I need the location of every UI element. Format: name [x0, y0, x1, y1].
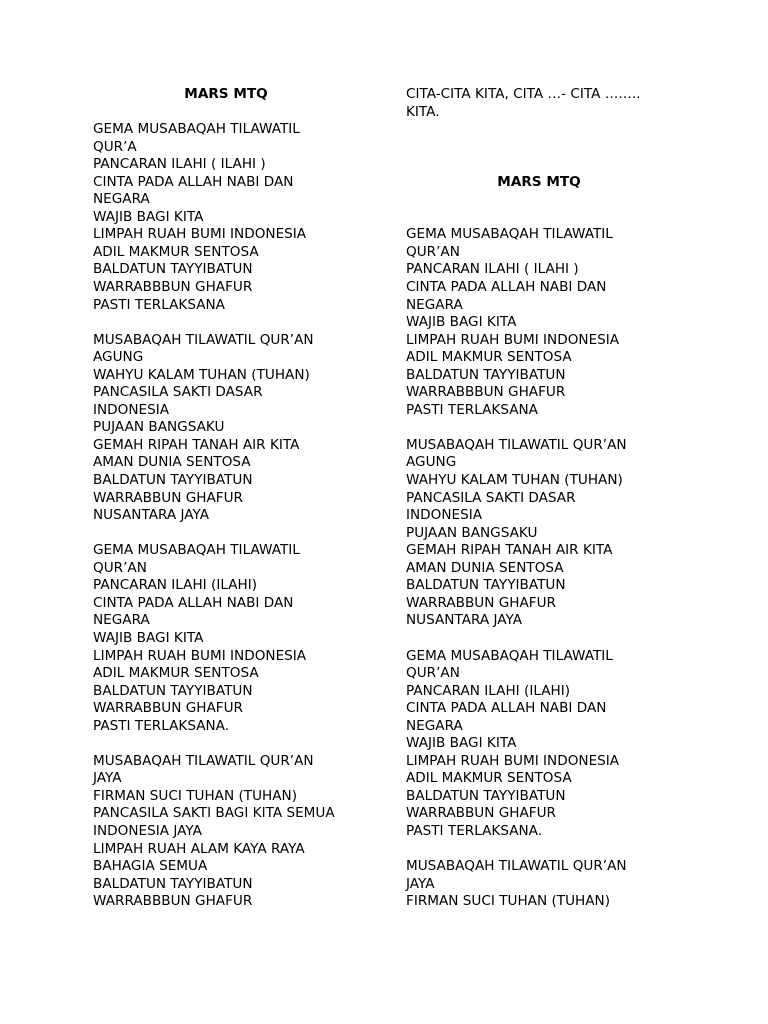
blank-line [406, 841, 682, 859]
lyric-line: GEMA MUSABAQAH TILAWATIL [93, 542, 300, 559]
lyric-line: BALDATUN TAYYIBATUN [406, 366, 566, 383]
lyric-line: FIRMAN SUCI TUHAN (TUHAN) [93, 787, 298, 804]
lyric-line: WAJIB BAGI KITA [406, 314, 517, 331]
right-column [406, 86, 682, 911]
lyric-line: INDONESIA JAYA [93, 822, 202, 839]
blank-line [406, 630, 682, 648]
lyric-line: NEGARA [406, 717, 463, 734]
blank-line [406, 121, 682, 139]
lyric-line: QUR’AN [93, 559, 147, 576]
lyric-line: BALDATUN TAYYIBATUN [406, 577, 566, 594]
lyric-line: CINTA PADA ALLAH NABI DAN [406, 700, 607, 717]
lyric-line: QUR’A [93, 138, 137, 155]
lyric-line: PASTI TERLAKSANA [93, 296, 225, 313]
lyric-line: BALDATUN TAYYIBATUN [93, 472, 253, 489]
lyric-line: GEMA MUSABAQAH TILAWATIL [93, 121, 300, 138]
lyric-line: NEGARA [93, 612, 150, 629]
lyric-line: PANCASILA SAKTI BAGI KITA SEMUA [93, 805, 335, 822]
lyric-line: PANCASILA SAKTI DASAR [406, 489, 576, 506]
blank-line [406, 209, 682, 227]
blank-line [406, 191, 682, 209]
lyric-line: QUR’AN [406, 665, 460, 682]
blank-line [406, 156, 682, 174]
lyric-line: LIMPAH RUAH BUMI INDONESIA [93, 647, 307, 664]
lyric-line: NEGARA [93, 191, 150, 208]
lyric-line: CINTA PADA ALLAH NABI DAN [93, 594, 294, 611]
lyric-line: LIMPAH RUAH BUMI INDONESIA [406, 331, 620, 348]
lyric-line: WARRABBUN GHAFUR [93, 489, 243, 506]
lyric-line: WARRABBUN GHAFUR [406, 594, 556, 611]
lyric-line: JAYA [406, 875, 435, 892]
lyric-line: GEMA MUSABAQAH TILAWATIL [406, 226, 613, 243]
lyric-line: GEMAH RIPAH TANAH AIR KITA [406, 542, 613, 559]
lyric-line: LIMPAH RUAH BUMI INDONESIA [93, 226, 307, 243]
lyric-line: PASTI TERLAKSANA [406, 401, 538, 418]
lyric-line: MUSABAQAH TILAWATIL QUR’AN [406, 858, 627, 875]
lyric-line: CINTA PADA ALLAH NABI DAN [93, 173, 294, 190]
lyric-line: JAYA [93, 770, 122, 787]
lyric-line: WARRABBBUN GHAFUR [93, 279, 253, 296]
blank-line [406, 419, 682, 437]
lyric-line: LIMPAH RUAH BUMI INDONESIA [406, 752, 620, 769]
lyric-line: ADIL MAKMUR SENTOSA [93, 243, 259, 260]
lyric-line: INDONESIA [406, 507, 483, 524]
lyric-line: AMAN DUNIA SENTOSA [93, 454, 251, 471]
lyric-line: WARRABBUN GHAFUR [406, 805, 556, 822]
lyric-line: WAJIB BAGI KITA [93, 208, 204, 225]
lyric-line: PANCARAN ILAHI (ILAHI) [93, 577, 258, 594]
lyric-line: PANCARAN ILAHI (ILAHI) [406, 682, 571, 699]
lyric-line: PANCASILA SAKTI DASAR [93, 384, 263, 401]
left-column [93, 86, 369, 911]
lyric-line: MUSABAQAH TILAWATIL QUR’AN [406, 436, 627, 453]
lyric-line: KITA. [406, 103, 440, 120]
lyric-line: WAJIB BAGI KITA [93, 629, 204, 646]
lyric-line: AGUNG [406, 454, 457, 471]
lyric-line: WAJIB BAGI KITA [406, 735, 517, 752]
lyric-line: PASTI TERLAKSANA. [93, 717, 230, 734]
lyric-line: WARRABBBUN GHAFUR [93, 893, 253, 910]
blank-line [93, 314, 369, 332]
lyric-line: WARRABBBUN GHAFUR [406, 384, 566, 401]
lyric-line: PANCARAN ILAHI ( ILAHI ) [406, 261, 579, 278]
lyric-line: NUSANTARA JAYA [406, 612, 523, 629]
lyric-line: CINTA PADA ALLAH NABI DAN [406, 279, 607, 296]
blank-line [93, 525, 369, 543]
lyric-line: AMAN DUNIA SENTOSA [406, 559, 564, 576]
lyric-line: WARRABBUN GHAFUR [93, 700, 243, 717]
lyric-line: INDONESIA [93, 401, 170, 418]
lyric-line: QUR’AN [406, 243, 460, 260]
lyric-line: BALDATUN TAYYIBATUN [93, 261, 253, 278]
section-title: MARS MTQ [184, 86, 268, 102]
blank-line [93, 735, 369, 753]
lyric-line: BALDATUN TAYYIBATUN [406, 787, 566, 804]
lyric-line: BAHAGIA SEMUA [93, 858, 208, 875]
lyric-line: PANCARAN ILAHI ( ILAHI ) [93, 156, 266, 173]
lyric-line: BALDATUN TAYYIBATUN [93, 875, 253, 892]
lyric-line: ADIL MAKMUR SENTOSA [406, 770, 572, 787]
lyric-line: GEMAH RIPAH TANAH AIR KITA [93, 436, 300, 453]
lyric-line: CITA-CITA KITA, CITA …- CITA …….. [406, 86, 641, 102]
section-title: MARS MTQ [497, 173, 581, 190]
lyric-line: PASTI TERLAKSANA. [406, 822, 543, 839]
lyric-line: WAHYU KALAM TUHAN (TUHAN) [93, 366, 310, 383]
lyric-line: LIMPAH RUAH ALAM KAYA RAYA [93, 840, 305, 857]
blank-line [93, 104, 369, 122]
blank-line [406, 139, 682, 157]
lyric-line: PUJAAN BANGSAKU [93, 419, 225, 436]
lyric-line: ADIL MAKMUR SENTOSA [406, 349, 572, 366]
lyric-line: NUSANTARA JAYA [93, 507, 210, 524]
lyric-line: ADIL MAKMUR SENTOSA [93, 665, 259, 682]
lyric-line: MUSABAQAH TILAWATIL QUR’AN [93, 752, 314, 769]
lyric-line: MUSABAQAH TILAWATIL QUR’AN [93, 331, 314, 348]
lyric-line: AGUNG [93, 349, 144, 366]
lyric-line: NEGARA [406, 296, 463, 313]
lyric-line: FIRMAN SUCI TUHAN (TUHAN) [406, 893, 611, 910]
lyric-line: GEMA MUSABAQAH TILAWATIL [406, 647, 613, 664]
lyric-line: PUJAAN BANGSAKU [406, 524, 538, 541]
lyric-line: BALDATUN TAYYIBATUN [93, 682, 253, 699]
lyric-line: WAHYU KALAM TUHAN (TUHAN) [406, 472, 623, 489]
